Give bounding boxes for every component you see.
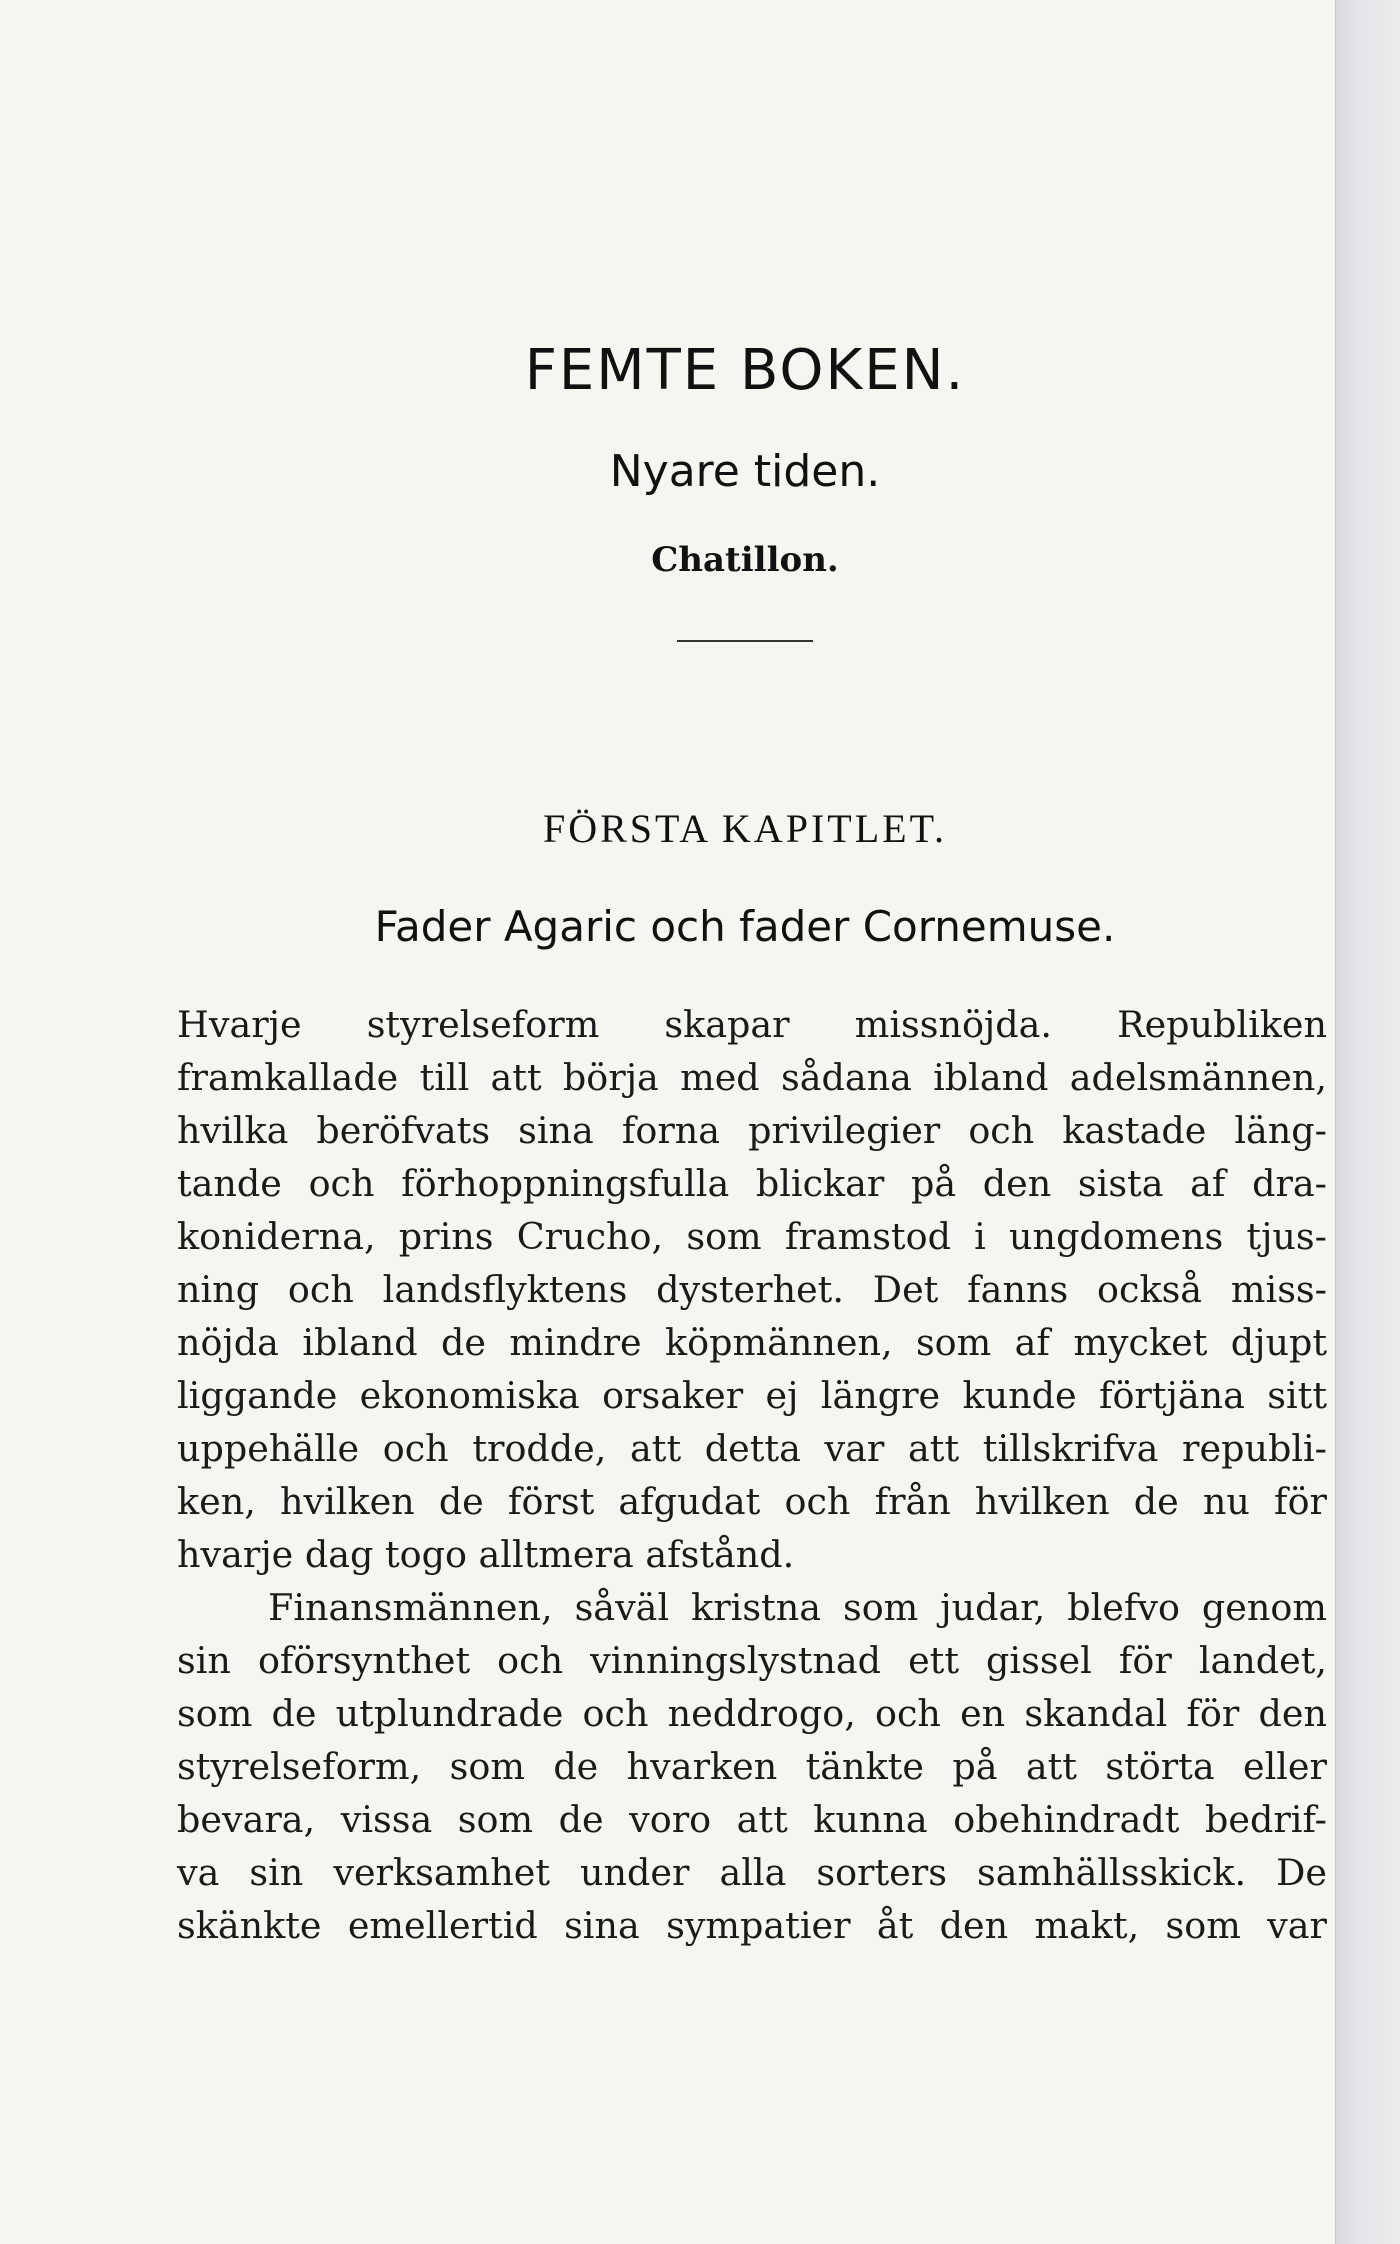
text-line: som de utplundrade och neddrogo, och en skandal för den [177,1692,1327,1735]
text-line: koniderna, prins Crucho, som framstod i ungdomens tjus- [177,1215,1327,1258]
text-line: tande och förhoppningsfulla blickar på den sista af dra- [177,1162,1327,1205]
era-subtitle: Nyare tiden. [609,446,881,497]
body-text [177,998,1327,1952]
text-line: ning och landsflyktens dysterhet. Det fanns också miss- [177,1268,1327,1311]
text-line: va sin verksamhet under alla sorters samhällsskick. De [177,1851,1327,1894]
text-line: nöjda ibland de mindre köpmännen, som af mycket djupt [177,1321,1327,1364]
text-line: skänkte emellertid sina sympatier åt den makt, som var [177,1904,1327,1947]
text-line: Hvarje styrelseform skapar missnöjda. Republiken [177,1003,1327,1046]
chapter-heading: FÖRSTA KAPITLET. [542,806,948,851]
text-line: liggande ekonomiska orsaker ej längre kunde förtjäna sitt [177,1374,1327,1417]
text-line: hvarje dag togo alltmera afstånd. [177,1533,795,1576]
text-line: ken, hvilken de först afgudat och från hvilken de nu för [177,1480,1327,1523]
text-line: styrelseform, som de hvarken tänkte på att störta eller [177,1745,1327,1788]
page-edge [1335,0,1400,2244]
text-line: sin oförsynthet och vinningslystnad ett gissel för landet, [177,1639,1327,1682]
place-subtitle: Chatillon. [651,540,839,580]
chapter-title: Fader Agaric och fader Cornemuse. [374,902,1116,951]
text-line: Finansmännen, såväl kristna som judar, blefvo genom [268,1586,1327,1629]
text-line: bevara, vissa som de voro att kunna obehindradt bedrif- [177,1798,1327,1841]
text-line: uppehälle och trodde, att detta var att tillskrifva republi- [177,1427,1327,1470]
text-line: framkallade till att börja med sådana ibland adelsmännen, [177,1056,1327,1099]
section-divider [677,640,813,642]
book-title: FEMTE BOKEN. [524,338,966,403]
text-line: hvilka beröfvats sina forna privilegier och kastade läng- [177,1109,1327,1152]
